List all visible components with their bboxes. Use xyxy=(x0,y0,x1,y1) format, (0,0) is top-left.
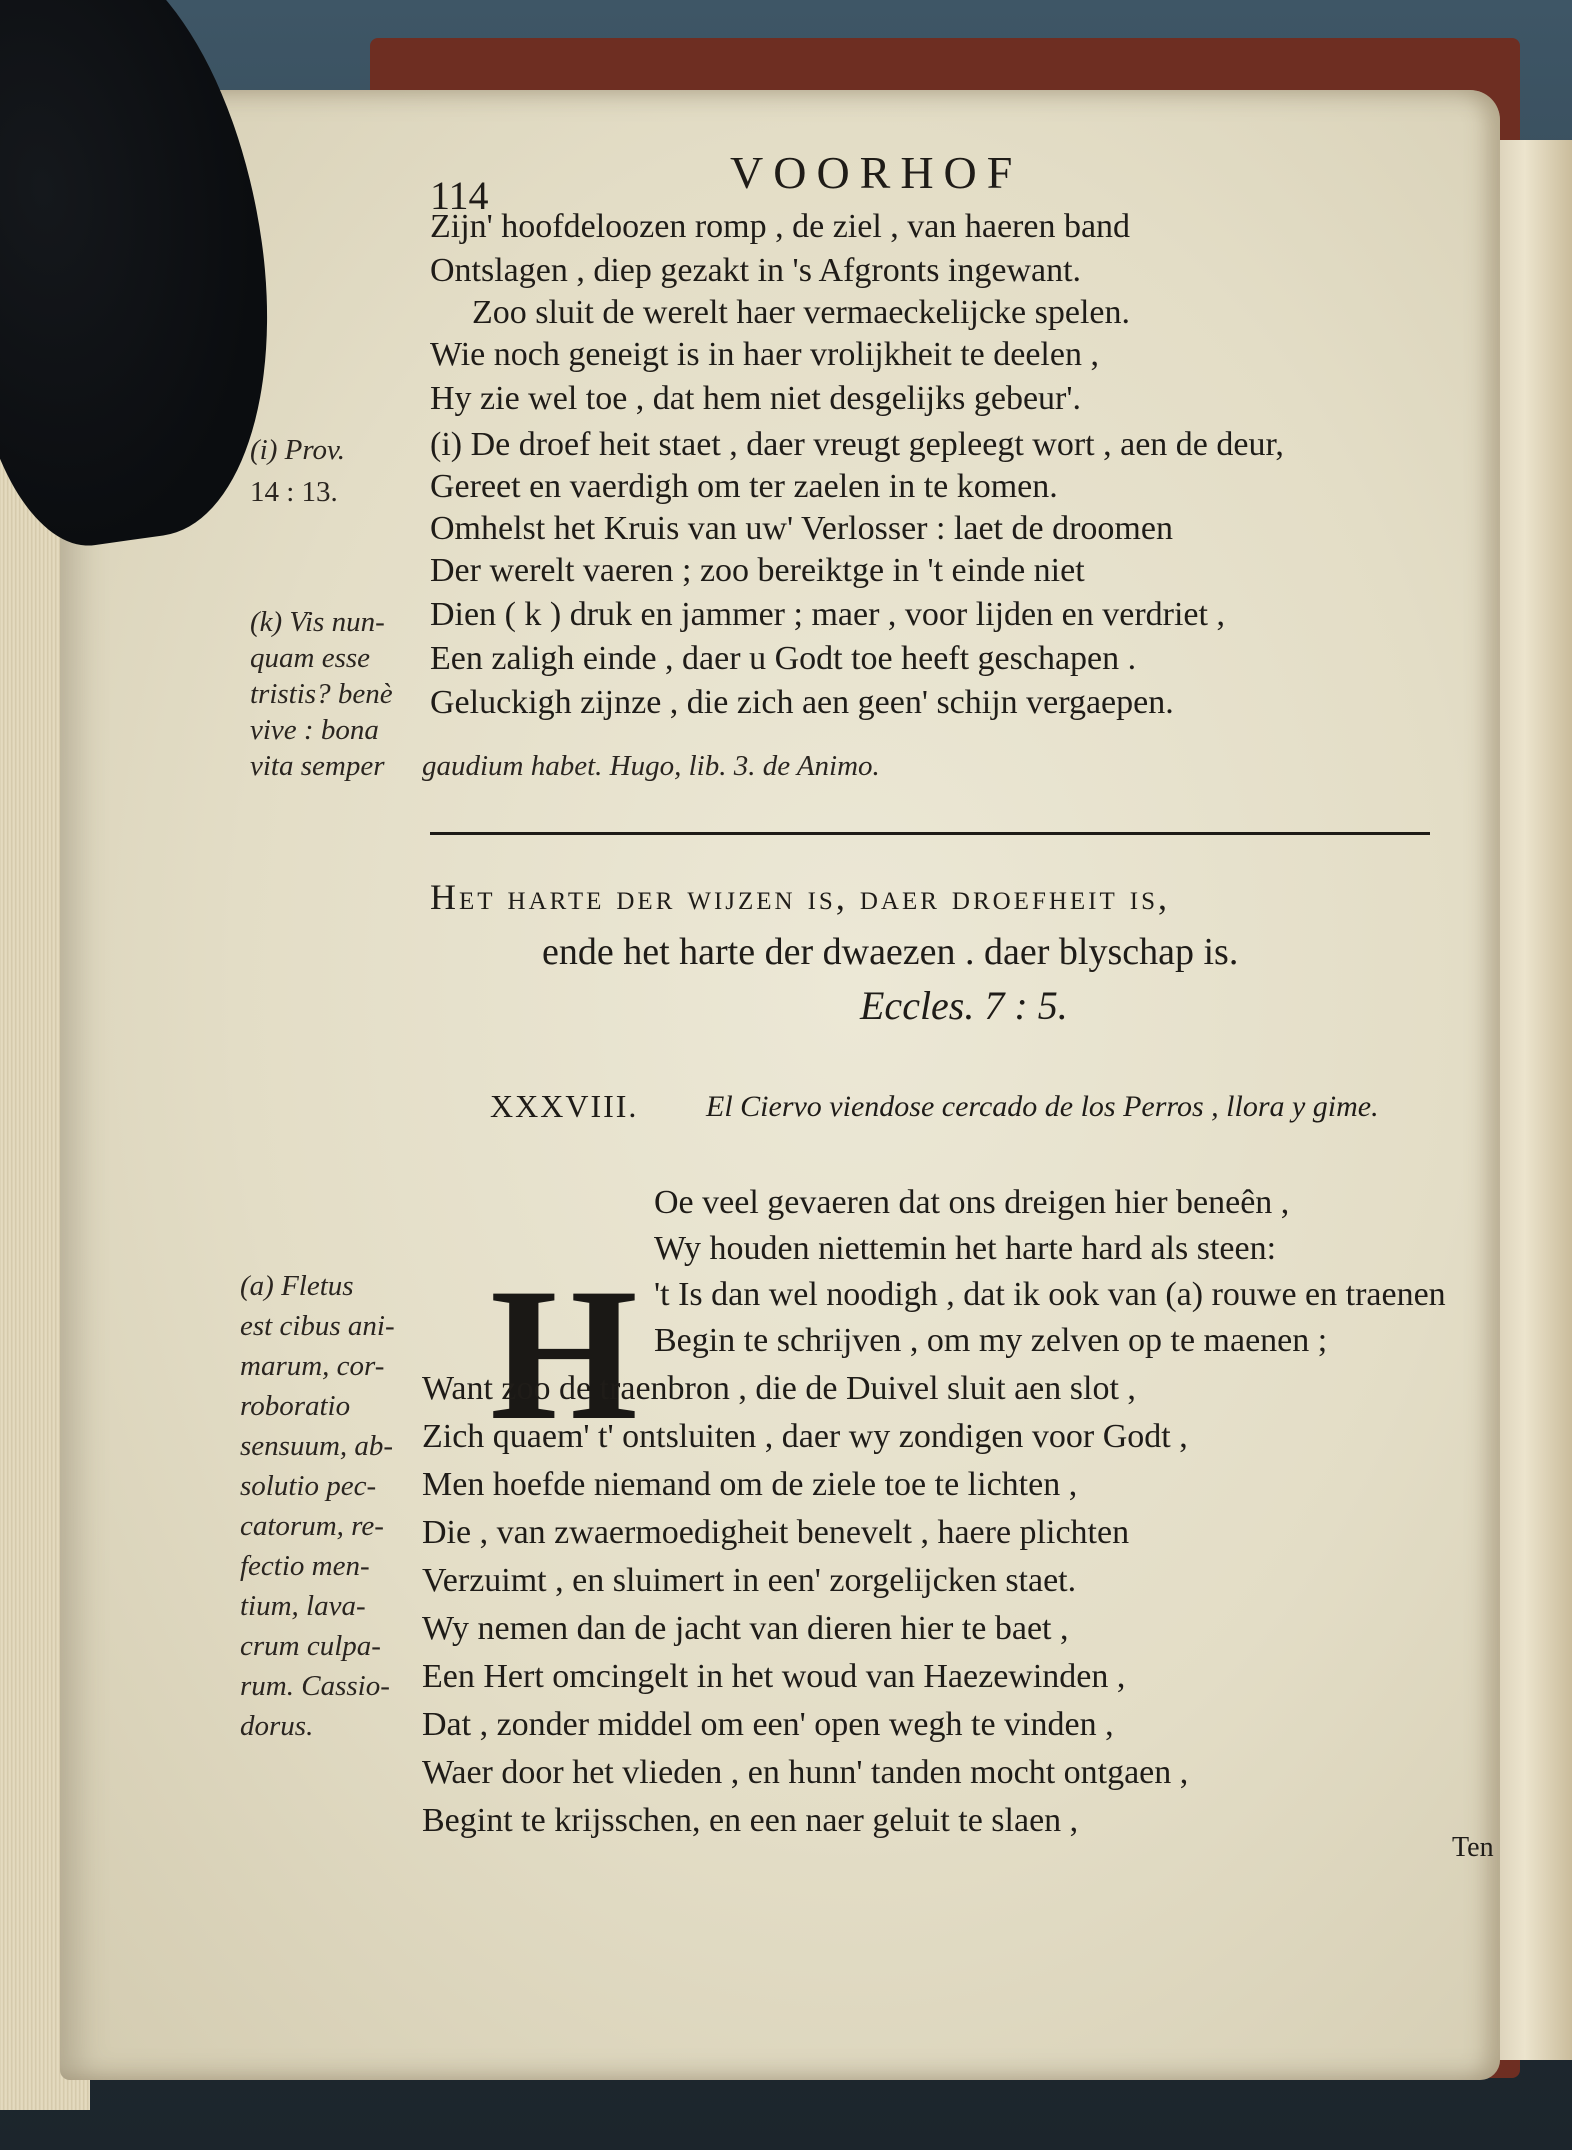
page-number: 114 xyxy=(430,173,489,218)
poem-main-line: Een Hert omcingelt in het woud van Haezewinden , xyxy=(422,1658,1126,1695)
margin-note-k: vive : bona xyxy=(250,714,379,746)
poem-top-line: Dien ( k ) druk en jammer ; maer , voor lijden en verdriet , xyxy=(430,596,1225,633)
margin-note-a: rum. Cassio- xyxy=(240,1670,390,1702)
margin-note-k: tristis? benè xyxy=(250,678,393,710)
margin-note-k-tail: gaudium habet. Hugo, lib. 3. de Animo. xyxy=(422,750,880,782)
margin-note-i: (i) Prov. xyxy=(250,434,346,466)
poem-top-line: Een zaligh einde , daer u Godt toe heeft geschapen . xyxy=(430,640,1137,677)
poem-main-line: Oe veel gevaeren dat ons dreigen hier beneên , xyxy=(654,1184,1290,1221)
poem-main-line: Want zoo de traenbron , die de Duivel sluit aen slot , xyxy=(422,1370,1136,1407)
poem-main-line: Verzuimt , en sluimert in een' zorgelijcken staet. xyxy=(422,1562,1077,1599)
poem-main-line: Wy nemen dan de jacht van dieren hier te baet , xyxy=(422,1610,1069,1647)
poem-top-line: Zoo sluit de werelt haer vermaeckelijcke spelen. xyxy=(472,294,1130,331)
running-head: VOORHOF xyxy=(730,147,1023,198)
poem-top-line: Hy zie wel toe , dat hem niet desgelijks gebeur'. xyxy=(430,380,1081,417)
margin-note-a: solutio pec- xyxy=(240,1470,377,1502)
margin-note-a: dorus. xyxy=(240,1710,314,1742)
poem-main-line: Zich quaem' t' ontsluiten , daer wy zondigen voor Godt , xyxy=(422,1418,1188,1455)
margin-note-a: tium, lava- xyxy=(240,1590,366,1622)
margin-note-a: est cibus ani- xyxy=(240,1310,395,1342)
poem-main-line: Waer door het vlieden , en hunn' tanden mocht ontgaen , xyxy=(422,1754,1189,1791)
margin-note-a: crum culpa- xyxy=(240,1630,381,1662)
motto-line-2: ende het harte der dwaezen . daer blyschap is. xyxy=(542,931,1239,973)
section-rule xyxy=(430,832,1430,835)
poem-main-line: Dat , zonder middel om een' open wegh te vinden , xyxy=(422,1706,1114,1743)
poem-top-line: Zijn' hoofdeloozen romp , de ziel , van haeren band xyxy=(430,208,1131,245)
motto-line-1: Het harte der wijzen is, daer droefheit is, xyxy=(430,877,1171,917)
poem-main-line: Men hoefde niemand om de ziele toe te lichten , xyxy=(422,1466,1078,1503)
poem-top-line: Geluckigh zijnze , die zich aen geen' schijn vergaepen. xyxy=(430,684,1174,721)
poem-top-line: Wie noch geneigt is in haer vrolijkheit te deelen , xyxy=(430,336,1099,373)
section-title: El Ciervo viendose cercado de los Perros , llora y gime. xyxy=(706,1090,1379,1123)
margin-note-a: roboratio xyxy=(240,1390,351,1422)
facing-page-edge xyxy=(1490,140,1572,2060)
catchword: Ten xyxy=(1452,1832,1494,1863)
poem-main-line: Begint te krijsschen, en een naer geluit te slaen , xyxy=(422,1802,1079,1839)
poem-top-line: Ontslagen , diep gezakt in 's Afgronts ingewant. xyxy=(430,252,1082,289)
poem-top-line: Omhelst het Kruis van uw' Verlosser : laet de droomen xyxy=(430,510,1173,547)
poem-main-line: Begin te schrijven , om my zelven op te maenen ; xyxy=(654,1322,1328,1359)
poem-top-line: Gereet en vaerdigh om ter zaelen in te komen. xyxy=(430,468,1058,505)
poem-main-line: Die , van zwaermoedigheit benevelt , haere plichten xyxy=(422,1514,1130,1551)
margin-note-k: quam esse xyxy=(250,642,371,674)
motto-reference: Eccles. 7 : 5. xyxy=(860,983,1068,1028)
book-page xyxy=(60,90,1500,2080)
margin-note-a: catorum, re- xyxy=(240,1510,384,1542)
margin-note-a: marum, cor- xyxy=(240,1350,385,1382)
margin-note-k: (k) Vis nun- xyxy=(250,606,385,638)
section-numeral: XXXVIII. xyxy=(490,1088,639,1124)
margin-note-k: vita semper xyxy=(250,750,385,782)
poem-main-line: 't Is dan wel noodigh , dat ik ook van (a) rouwe en traenen xyxy=(654,1276,1446,1313)
drop-cap: H xyxy=(490,1250,638,1460)
margin-note-a: fectio men- xyxy=(240,1550,370,1582)
poem-top-line: Der werelt vaeren ; zoo bereiktge in 't einde niet xyxy=(430,552,1085,589)
margin-note-i: 14 : 13. xyxy=(250,476,338,508)
margin-note-a: sensuum, ab- xyxy=(240,1430,394,1462)
poem-main-line: Wy houden niettemin het harte hard als steen: xyxy=(654,1230,1277,1267)
poem-top-line: (i) De droef heit staet , daer vreugt gepleegt wort , aen de deur, xyxy=(430,426,1284,463)
margin-note-a: (a) Fletus xyxy=(240,1270,354,1302)
